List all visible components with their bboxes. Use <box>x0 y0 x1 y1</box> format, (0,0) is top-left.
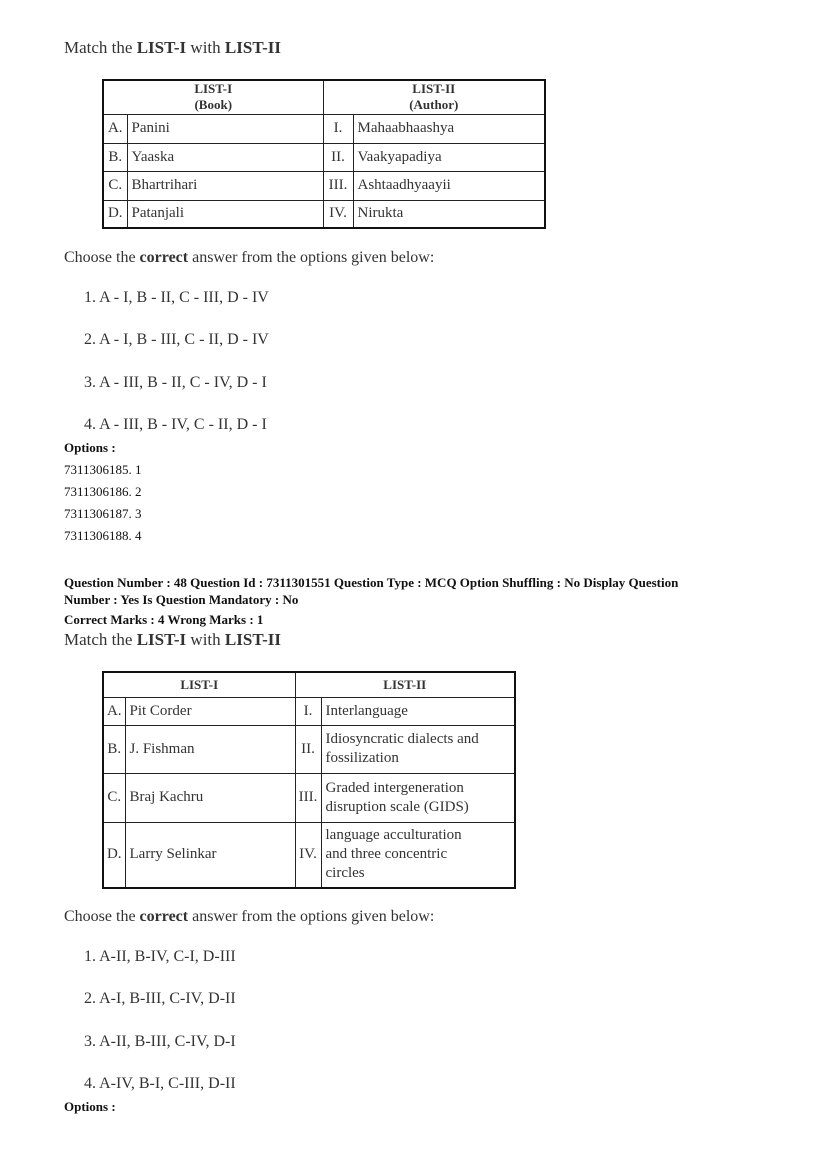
q47-col1-subtitle: (Book) <box>194 97 233 113</box>
q47-options-label: Options : <box>64 440 116 455</box>
row-label: D. <box>103 822 125 888</box>
list2-cell-line: Interlanguage <box>325 702 408 719</box>
table-row <box>103 200 545 228</box>
row-label: B. <box>103 725 125 773</box>
q48-heading-list1: LIST-I <box>136 630 187 649</box>
q48-meta-line-1: Question Number : 48 Question Id : 7311301551 Question Type : MCQ Option Shuffling : No Display Question <box>64 575 679 590</box>
row-label: D. <box>103 200 127 228</box>
q48-options-label: Options : <box>64 1099 116 1114</box>
q48-answer-option-2: 2. A-I, B-III, C-IV, D-II <box>84 990 236 1007</box>
row-label: A. <box>103 697 125 725</box>
q48-table-header <box>103 672 515 697</box>
q47-heading <box>64 38 281 58</box>
q47-instruction <box>64 249 434 267</box>
list2-cell-line: and three concentric <box>325 846 448 863</box>
q48-answer-option-4: 4. A-IV, B-I, C-III, D-II <box>84 1075 236 1092</box>
q48-heading-pre: Match the <box>64 630 137 649</box>
q47-instruction-post: answer from the options given below: <box>188 249 435 266</box>
table-row <box>103 114 545 143</box>
list2-cell <box>321 697 515 725</box>
q48-instruction-bold: correct <box>139 908 189 925</box>
row-numeral: II. <box>323 143 353 171</box>
table-row <box>103 725 515 773</box>
q48-answer-option-3: 3. A-II, B-III, C-IV, D-I <box>84 1033 236 1050</box>
q47-heading-pre: Match the <box>64 38 137 57</box>
row-label: C. <box>103 773 125 822</box>
book-cell: Patanjali <box>127 200 323 228</box>
table-row <box>103 822 515 888</box>
list2-cell <box>321 822 515 888</box>
q48-meta-line-2: Number : Yes Is Question Mandatory : No <box>64 592 299 607</box>
row-numeral: II. <box>295 725 321 773</box>
q48-instruction-post: answer from the options given below: <box>188 908 435 925</box>
q48-instruction-pre: Choose the <box>64 908 140 925</box>
list1-cell: J. Fishman <box>125 725 295 773</box>
q48-heading-list2: LIST-II <box>224 630 281 649</box>
q48-marks-line: Correct Marks : 4 Wrong Marks : 1 <box>64 612 264 627</box>
list2-cell-line: fossilization <box>325 750 399 766</box>
row-numeral: III. <box>295 773 321 822</box>
author-cell: Mahaabhaashya <box>353 114 545 143</box>
list2-cell <box>321 773 515 822</box>
q47-heading-list2: LIST-II <box>224 38 281 57</box>
q48-col1-title: LIST-I <box>103 672 295 697</box>
q47-instruction-pre: Choose the <box>64 249 140 266</box>
q47-option-id-2: 7311306186. 2 <box>64 484 142 499</box>
q47-heading-mid: with <box>186 38 225 57</box>
table-row <box>103 773 515 822</box>
q47-answer-option-2: 2. A - I, B - III, C - II, D - IV <box>84 331 269 348</box>
list2-cell <box>321 725 515 773</box>
q47-answer-option-4: 4. A - III, B - IV, C - II, D - I <box>84 416 267 433</box>
author-cell: Vaakyapadiya <box>353 143 545 171</box>
q47-col2-title: LIST-II <box>412 81 456 97</box>
table-row <box>103 697 515 725</box>
q47-option-id-4: 7311306188. 4 <box>64 528 142 543</box>
list2-cell-line: Idiosyncratic dialects and <box>325 731 479 747</box>
q48-instruction <box>64 908 434 926</box>
q47-answer-option-3: 3. A - III, B - II, C - IV, D - I <box>84 374 267 391</box>
row-numeral: I. <box>295 697 321 725</box>
q47-instruction-bold: correct <box>139 249 189 266</box>
book-cell: Yaaska <box>127 143 323 171</box>
q48-heading-mid: with <box>186 630 225 649</box>
list2-cell-line: circles <box>325 865 365 882</box>
row-numeral: IV. <box>323 200 353 228</box>
q47-answer-option-1: 1. A - I, B - II, C - III, D - IV <box>84 289 269 306</box>
q47-col1-header <box>103 80 323 114</box>
list2-cell-line: Graded intergeneration <box>325 779 464 796</box>
q48-heading <box>64 630 281 650</box>
table-row <box>103 171 545 200</box>
author-cell: Ashtaadhyaayii <box>353 171 545 200</box>
q47-heading-list1: LIST-I <box>136 38 187 57</box>
list2-cell-line: disruption scale (GIDS) <box>325 798 469 815</box>
book-cell: Panini <box>127 114 323 143</box>
list1-cell: Larry Selinkar <box>125 822 295 888</box>
q48-col2-title: LIST-II <box>295 672 515 697</box>
q47-table-header <box>103 80 545 114</box>
q47-option-id-3: 7311306187. 3 <box>64 506 142 521</box>
list1-cell: Pit Corder <box>125 697 295 725</box>
q47-col2-header <box>323 80 545 114</box>
row-label: B. <box>103 143 127 171</box>
row-numeral: I. <box>323 114 353 143</box>
q48-answer-option-1: 1. A-II, B-IV, C-I, D-III <box>84 948 236 965</box>
author-cell: Nirukta <box>353 200 545 228</box>
q47-col1-title: LIST-I <box>194 81 233 97</box>
q47-col2-subtitle: (Author) <box>409 97 459 113</box>
table-row <box>103 143 545 171</box>
row-numeral: III. <box>323 171 353 200</box>
row-label: C. <box>103 171 127 200</box>
list1-cell: Braj Kachru <box>125 773 295 822</box>
book-cell: Bhartrihari <box>127 171 323 200</box>
row-label: A. <box>103 114 127 143</box>
q48-match-table <box>102 671 516 889</box>
list2-cell-line: language acculturation <box>325 827 462 844</box>
row-numeral: IV. <box>295 822 321 888</box>
q47-option-id-1: 7311306185. 1 <box>64 462 142 477</box>
q47-match-table <box>102 79 546 229</box>
